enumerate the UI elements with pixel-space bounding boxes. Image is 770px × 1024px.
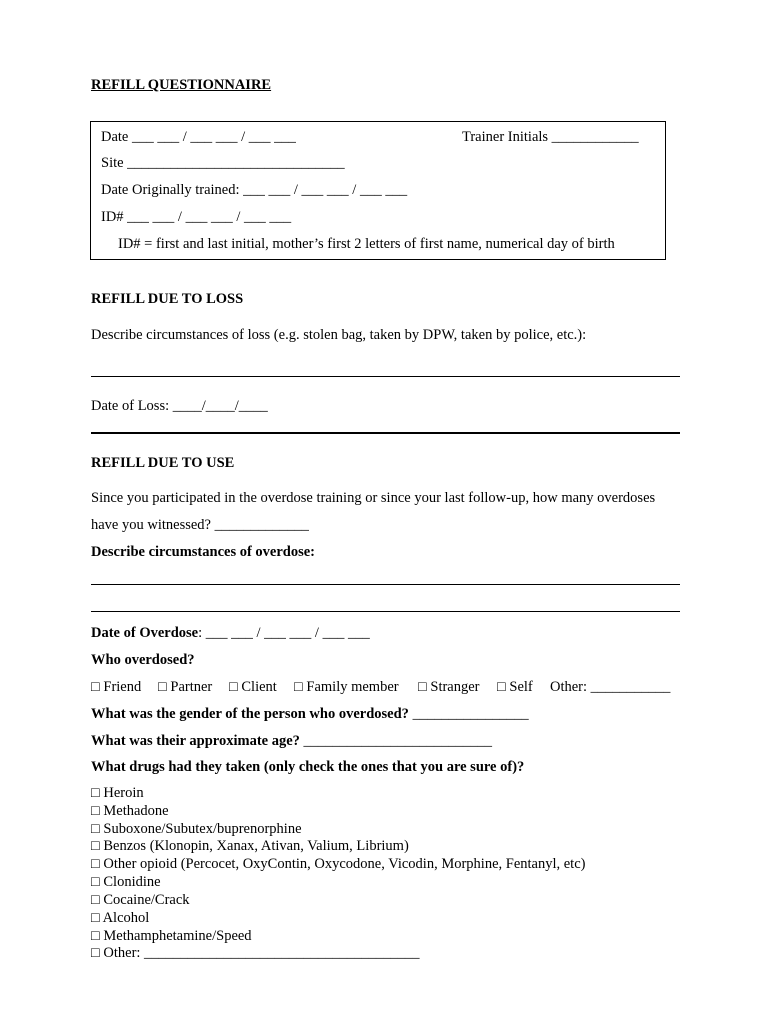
age-row [91, 734, 492, 749]
drug-option-other-opioid[interactable]: □ Other opioid (Percocet, OxyContin, Oxycodone, Vicodin, Morphine, Fentanyl, etc) [91, 856, 586, 872]
drug-option-clonidine[interactable]: □ Clonidine [91, 874, 161, 890]
overdoses-witnessed-question: Since you participated in the overdose training or since your last follow-up, how many overdoses [91, 490, 656, 506]
age-question: What was their approximate age? [91, 733, 300, 749]
overdose-answer-line-2[interactable] [91, 611, 680, 612]
drug-option-suboxone[interactable]: □ Suboxone/Subutex/buprenorphine [91, 821, 302, 837]
who-option-family-member[interactable]: □ Family member [294, 679, 399, 695]
who-option-self[interactable]: □ Self [497, 679, 533, 695]
loss-describe-label: Describe circumstances of loss (e.g. stolen bag, taken by DPW, taken by police, etc.): [91, 327, 587, 343]
overdose-answer-line-1[interactable] [91, 584, 680, 585]
gender-field[interactable]: ________________ [412, 706, 529, 722]
trainer-initials-field[interactable]: Trainer Initials ____________ [462, 129, 639, 145]
who-option-friend[interactable]: □ Friend [91, 679, 142, 695]
site-field[interactable]: Site ______________________________ [101, 155, 345, 171]
loss-heading: REFILL DUE TO LOSS [91, 291, 244, 307]
date-of-overdose-blanks[interactable]: : ___ ___ / ___ ___ / ___ ___ [198, 625, 370, 641]
who-option-partner[interactable]: □ Partner [158, 679, 213, 695]
date-of-overdose-label: Date of Overdose [91, 625, 199, 641]
id-field[interactable]: ID# ___ ___ / ___ ___ / ___ ___ [101, 209, 292, 225]
drug-option-heroin[interactable]: □ Heroin [91, 785, 144, 801]
who-option-client[interactable]: □ Client [229, 679, 277, 695]
id-note: ID# = first and last initial, mother’s first 2 letters of first name, numerical day of birth [118, 236, 615, 252]
age-field[interactable]: __________________________ [303, 733, 493, 749]
section-divider [91, 432, 680, 434]
date-of-overdose-field[interactable] [91, 626, 370, 641]
overdoses-witnessed-field[interactable]: have you witnessed? _____________ [91, 517, 309, 533]
drug-option-methadone[interactable]: □ Methadone [91, 803, 169, 819]
who-option-other[interactable]: Other: ___________ [550, 679, 671, 695]
drug-option-cocaine[interactable]: □ Cocaine/Crack [91, 892, 190, 908]
who-overdosed-question: Who overdosed? [91, 652, 195, 668]
gender-question: What was the gender of the person who overdosed? [91, 706, 409, 722]
drug-option-methamphetamine[interactable]: □ Methamphetamine/Speed [91, 928, 252, 944]
loss-answer-line[interactable] [91, 376, 680, 377]
gender-row [91, 707, 529, 722]
page-title: REFILL QUESTIONNAIRE [91, 77, 272, 93]
use-heading: REFILL DUE TO USE [91, 455, 235, 471]
date-originally-trained-field[interactable]: Date Originally trained: ___ ___ / ___ ___ / ___ ___ [101, 182, 408, 198]
date-of-loss-field[interactable]: Date of Loss: ____/____/____ [91, 398, 268, 414]
overdose-describe-label: Describe circumstances of overdose: [91, 544, 316, 560]
drugs-question: What drugs had they taken (only check the ones that you are sure of)? [91, 759, 525, 775]
drug-option-other[interactable]: □ Other: ______________________________________ [91, 945, 420, 961]
who-option-stranger[interactable]: □ Stranger [418, 679, 480, 695]
date-field[interactable]: Date ___ ___ / ___ ___ / ___ ___ [101, 129, 296, 145]
drug-option-benzos[interactable]: □ Benzos (Klonopin, Xanax, Ativan, Valium, Librium) [91, 838, 409, 854]
drug-option-alcohol[interactable]: □ Alcohol [91, 910, 150, 926]
